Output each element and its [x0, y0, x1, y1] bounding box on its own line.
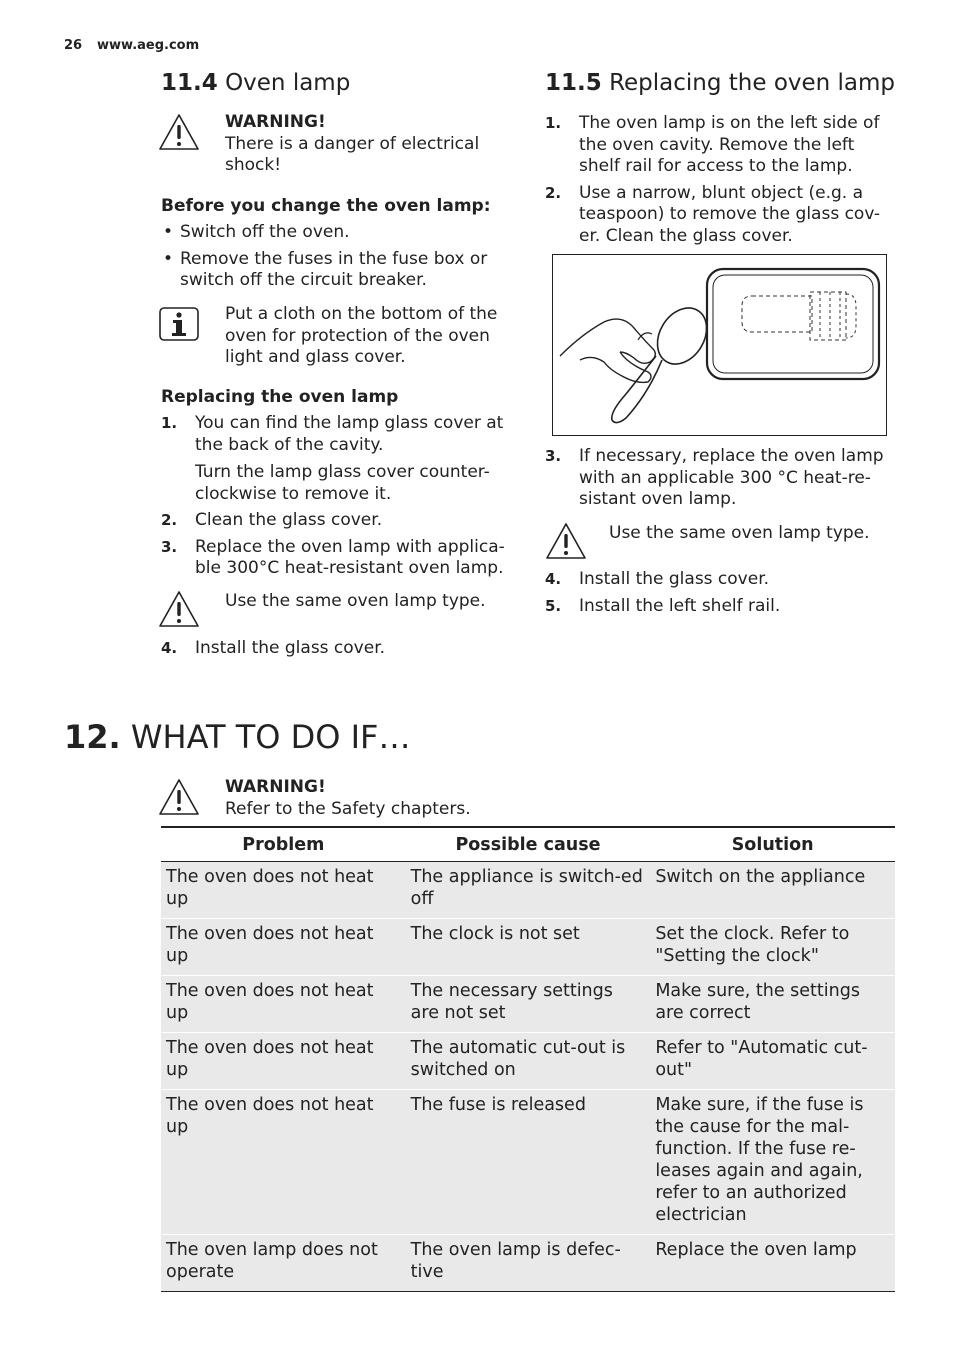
step-number: 1.: [161, 414, 178, 432]
warning-icon: [158, 590, 200, 628]
step-number: 2.: [161, 511, 178, 529]
section-number: 11.4: [161, 70, 218, 96]
table-cell: The necessary settings are not set: [406, 976, 651, 1033]
page-number: 26: [64, 38, 83, 53]
warning-block: [225, 112, 505, 177]
step-text: Replace the oven lamp with applica-ble 300°C heat-resistant oven lamp.: [195, 536, 505, 578]
table-cell: The oven lamp is defec-tive: [406, 1235, 651, 1292]
list-item: [545, 446, 885, 511]
info-note: Put a cloth on the bottom of the oven for protection of the oven light and glass cover.: [225, 304, 498, 367]
header-url: www.aeg.com: [97, 38, 200, 53]
list-item: [161, 510, 511, 532]
list-item: [545, 596, 885, 618]
step-number: 1.: [545, 114, 562, 132]
warning-text: There is a danger of electrical shock!: [225, 133, 480, 175]
final-step: [161, 638, 511, 665]
chapter-heading: [64, 718, 410, 756]
step-text: Install the left shelf rail.: [579, 595, 781, 616]
step-number: 4.: [161, 639, 178, 657]
table-cell: The oven lamp does not operate: [161, 1235, 406, 1292]
step-text: Install the glass cover.: [579, 569, 770, 589]
column-header: Solution: [650, 827, 895, 862]
table-row: [161, 1235, 895, 1292]
section-title: Oven lamp: [225, 70, 351, 96]
lamp-step-3: [545, 446, 885, 516]
list-item: • Remove the fuses in the fuse box or switch off the circuit breaker.: [161, 249, 501, 292]
step-text: Install the glass cover.: [195, 638, 386, 658]
list-item: [545, 183, 885, 248]
lamp-steps: [545, 113, 885, 252]
table-cell: The oven does not heat up: [161, 919, 406, 976]
table-cell: The oven does not heat up: [161, 1033, 406, 1090]
caution-text: Use the same oven lamp type.: [609, 523, 870, 543]
column-header: Problem: [161, 827, 406, 862]
section-title: Replacing the oven lamp: [609, 70, 896, 96]
caution-text: Use the same oven lamp type.: [225, 591, 486, 611]
list-item: [161, 638, 511, 660]
table-cell: Set the clock. Refer to "Setting the clock": [650, 919, 895, 976]
spoon-illustration: [552, 254, 887, 436]
info-icon: [159, 307, 199, 341]
table-cell: Refer to "Automatic cut-out": [650, 1033, 895, 1090]
chapter-number: 12.: [64, 718, 121, 756]
chapter-title: WHAT TO DO IF…: [130, 718, 411, 756]
step-number: 4.: [545, 570, 562, 588]
column-header: Possible cause: [406, 827, 651, 862]
table-header-row: [161, 827, 895, 862]
warning-icon: [545, 522, 587, 560]
section-11-4-heading: [161, 70, 350, 96]
table-cell: Switch on the appliance: [650, 862, 895, 919]
table-cell: Make sure, the settings are correct: [650, 976, 895, 1033]
step-number: 2.: [545, 183, 562, 202]
replacing-steps: [161, 413, 511, 585]
list-item: [545, 113, 885, 178]
warning-block: [225, 777, 471, 820]
warning-label: WARNING!: [225, 777, 326, 797]
troubleshooting-table: [161, 826, 895, 1292]
table-cell: The fuse is released: [406, 1090, 651, 1235]
step-number: 3.: [161, 537, 178, 556]
step-text: You can find the lamp glass cover at the back of the cavity.: [195, 413, 504, 455]
list-item: [161, 413, 511, 505]
table-row: [161, 862, 895, 919]
warning-icon: [158, 778, 200, 816]
table-cell: The automatic cut-out is switched on: [406, 1033, 651, 1090]
table-row: [161, 919, 895, 976]
step-number: 3.: [545, 447, 562, 465]
step-text: If necessary, replace the oven lamp with an applicable 300 °C heat-re-sistant oven lamp.: [579, 446, 884, 509]
table-cell: The appliance is switch-ed off: [406, 862, 651, 919]
table-cell: The clock is not set: [406, 919, 651, 976]
list-item: [545, 569, 885, 591]
section-number: 11.5: [545, 70, 602, 96]
table-cell: The oven does not heat up: [161, 1090, 406, 1235]
before-list: [161, 222, 501, 297]
before-heading: Before you change the oven lamp:: [161, 196, 491, 216]
warning-icon: [158, 113, 200, 151]
table-row: [161, 1090, 895, 1235]
table-row: [161, 1033, 895, 1090]
step-text: The oven lamp is on the left side of the oven cavity. Remove the left shelf rail for access to the lamp.: [579, 113, 880, 176]
table-cell: Replace the oven lamp: [650, 1235, 895, 1292]
list-item: • Switch off the oven.: [161, 222, 501, 244]
step-text: Use a narrow, blunt object (e.g. a teaspoon) to remove the glass cov-er. Clean the glass cover.: [579, 182, 881, 246]
step-text: Clean the glass cover.: [195, 510, 383, 530]
lamp-steps-final: [545, 569, 885, 622]
table-row: [161, 976, 895, 1033]
table-cell: The oven does not heat up: [161, 976, 406, 1033]
warning-label: WARNING!: [225, 112, 326, 132]
section-11-5-heading: [545, 70, 895, 96]
table-cell: The oven does not heat up: [161, 862, 406, 919]
table-cell: Make sure, if the fuse is the cause for the mal-function. If the fuse re-leases again and again, refer to an authorized electrician: [650, 1090, 895, 1235]
step-extra: Turn the lamp glass cover counter-clockwise to remove it.: [195, 462, 490, 504]
step-number: 5.: [545, 596, 562, 615]
list-item: [161, 537, 511, 580]
replacing-heading: Replacing the oven lamp: [161, 387, 399, 407]
warning-text: Refer to the Safety chapters.: [225, 798, 471, 819]
